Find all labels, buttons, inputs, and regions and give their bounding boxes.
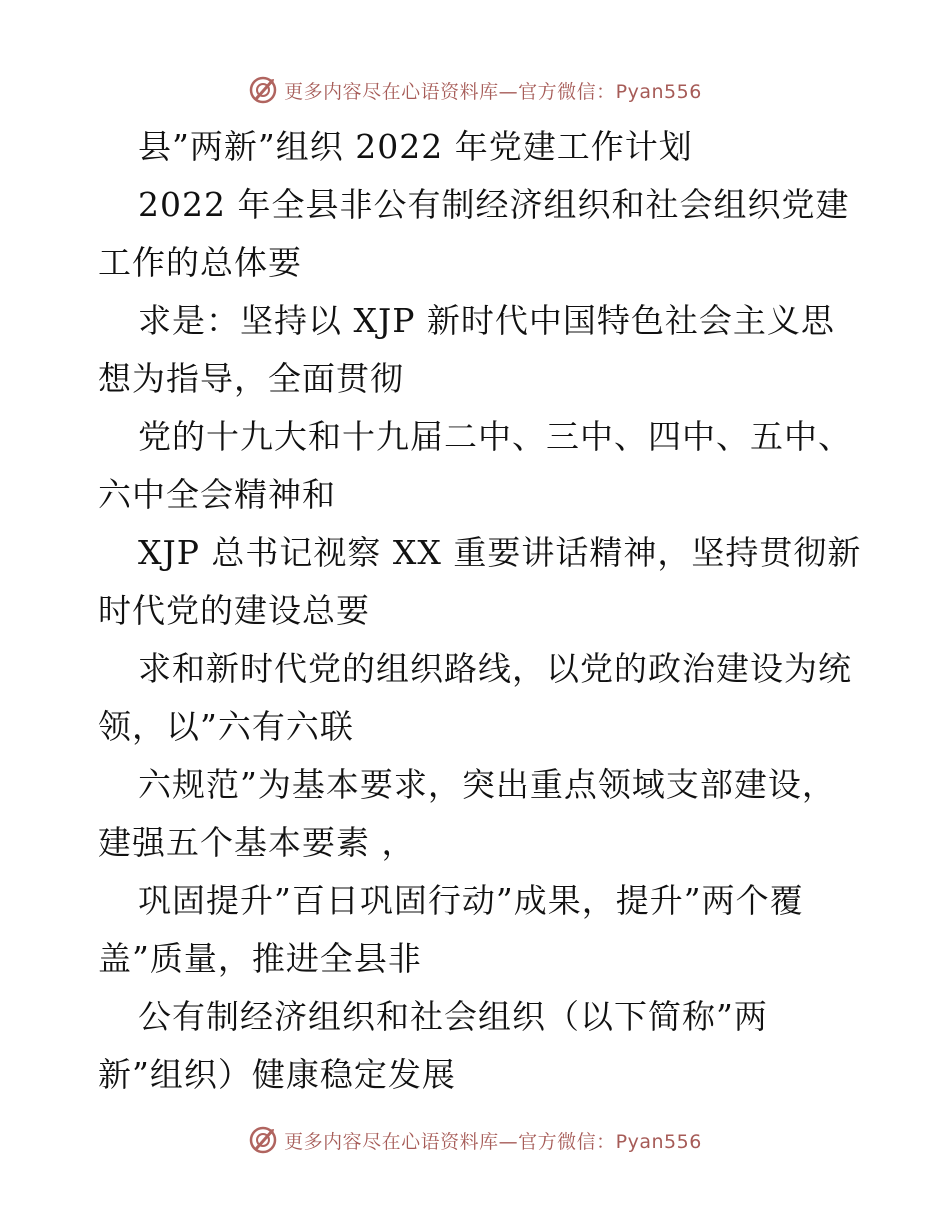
header-watermark bbox=[0, 70, 950, 110]
paragraph-line: 新”组织）健康稳定发展 bbox=[98, 1055, 456, 1094]
pen-logo-icon bbox=[248, 75, 278, 105]
paragraph-line: XJP 总书记视察 XX 重要讲话精神，坚持贯彻新 bbox=[138, 533, 862, 572]
pen-logo-icon bbox=[248, 1125, 278, 1155]
paragraph-line: 公有制经济组织和社会组织（以下简称”两 bbox=[138, 997, 768, 1036]
paragraph-line: 领，以”六有六联 bbox=[98, 707, 354, 746]
document-body bbox=[98, 118, 862, 1104]
document-title: 县”两新”组织 2022 年党建工作计划 bbox=[138, 127, 693, 166]
paragraph-line: 工作的总体要 bbox=[98, 243, 302, 282]
paragraph-line: 时代党的建设总要 bbox=[98, 591, 370, 630]
paragraph-line: 六规范”为基本要求，突出重点领域支部建设， bbox=[138, 765, 836, 804]
paragraph-line: 巩固提升”百日巩固行动”成果，提升”两个覆 bbox=[138, 881, 804, 920]
paragraph-line: 党的十九大和十九届二中、三中、四中、五中、 bbox=[138, 417, 852, 456]
watermark-text: 更多内容尽在心语资料库—官方微信：Pyan556 bbox=[284, 1130, 702, 1153]
paragraph-line: 2022 年全县非公有制经济组织和社会组织党建 bbox=[138, 185, 850, 224]
footer-watermark bbox=[0, 1120, 950, 1160]
paragraph-line: 盖”质量，推进全县非 bbox=[98, 939, 422, 978]
paragraph-line: 想为指导，全面贯彻 bbox=[98, 359, 404, 398]
paragraph-line: 求和新时代党的组织路线，以党的政治建设为统 bbox=[138, 649, 852, 688]
paragraph-line: 建强五个基本要素 ， bbox=[98, 823, 416, 862]
watermark-text: 更多内容尽在心语资料库—官方微信：Pyan556 bbox=[284, 80, 702, 103]
paragraph-line: 求是：坚持以 XJP 新时代中国特色社会主义思 bbox=[138, 301, 835, 340]
paragraph-line: 六中全会精神和 bbox=[98, 475, 336, 514]
